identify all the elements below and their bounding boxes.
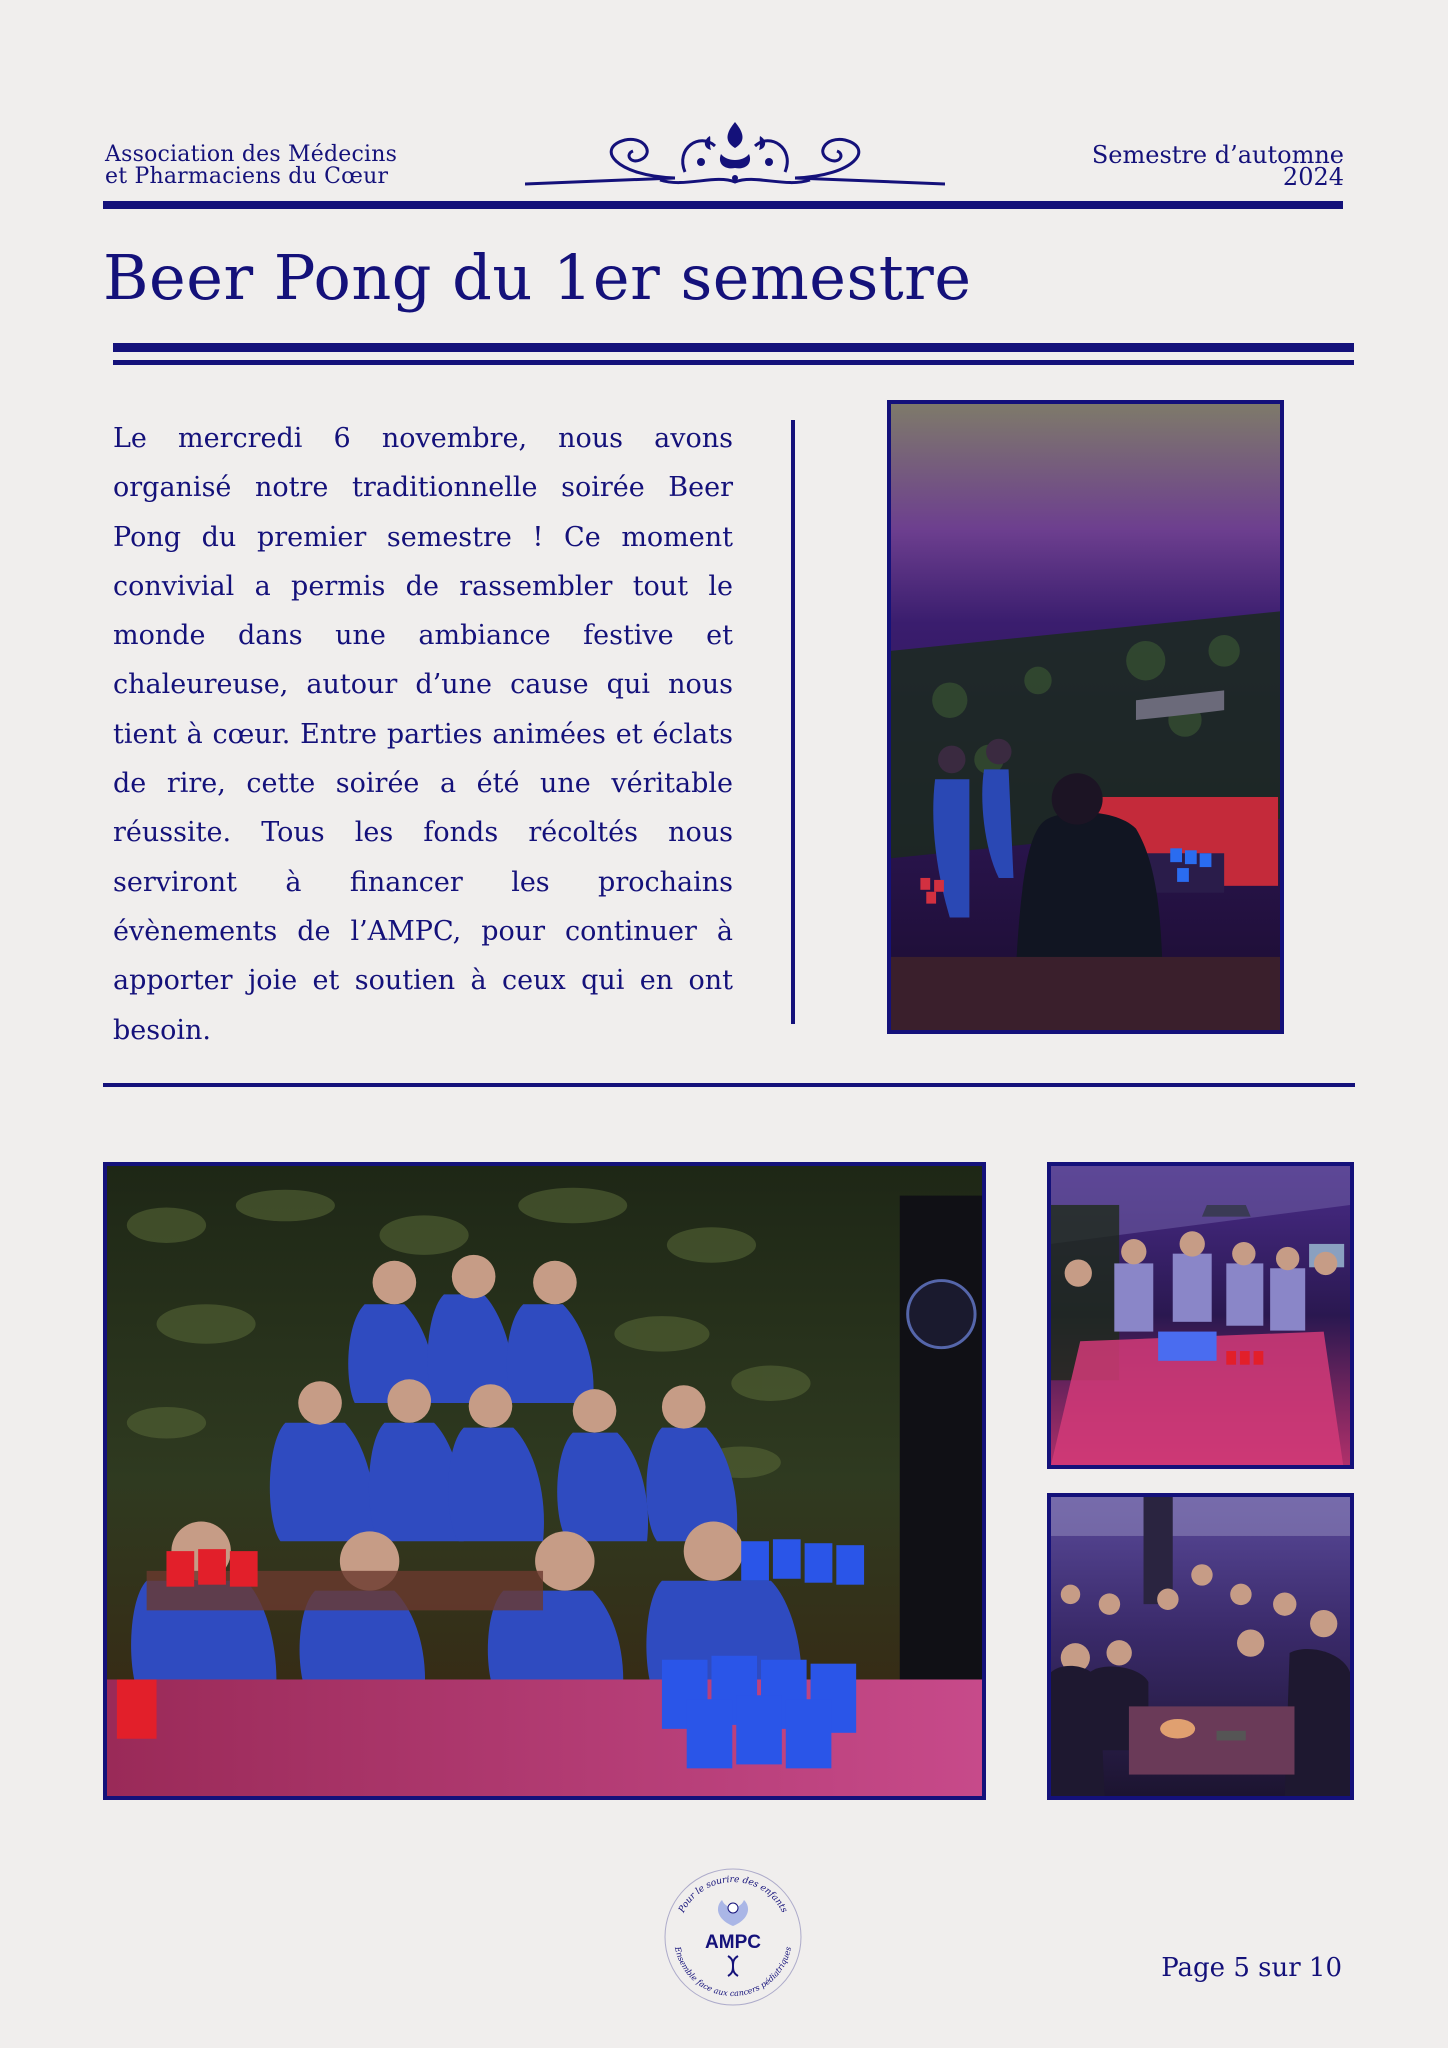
svg-text:Pour le sourire des enfants: Pour le sourire des enfants — [677, 1874, 789, 1915]
column-divider — [791, 420, 795, 1024]
svg-text:Ensemble face aux cancers pédi: Ensemble face aux cancers pédiatriques — [672, 1945, 794, 1999]
page-number: Page 5 sur 10 — [1161, 1953, 1342, 1983]
article-title: Beer Pong du 1er semestre — [103, 241, 972, 314]
article-body: Le mercredi 6 novembre, nous avons organisé notre traditionnelle soirée Beer Pong du premier semestre ! Ce moment convivial a permis de rassembler tout le monde dans une ambiance festive et chaleureuse, autour d’une cause qui nous tient à cœur. Entre parties animées et éclats de rire, cette soirée a été une véritable réussite. Tous les fonds récoltés nous serviront à financer les prochains évènements de l’AMPC, pour continuer à apporter joie et soutien à ceux qui en ont besoin. — [113, 423, 733, 1046]
organization-name — [105, 144, 397, 188]
title-divider-thick — [113, 343, 1354, 352]
semester-label-line1: Semestre d’automne — [1091, 141, 1344, 169]
header-divider — [103, 201, 1343, 209]
section-divider — [103, 1083, 1355, 1087]
ornament-icon — [525, 118, 945, 194]
semester-label-year: 2024 — [1282, 163, 1344, 191]
photo-party-2 — [1047, 1493, 1354, 1800]
photo-party-1 — [1047, 1162, 1354, 1469]
photo-group — [103, 1162, 986, 1800]
semester-label — [1091, 141, 1344, 191]
ampc-logo — [662, 1866, 804, 2008]
title-divider-thin — [113, 360, 1354, 365]
photo-bar-interior — [887, 400, 1284, 1034]
organization-name-line2: et Pharmaciens du Cœur — [105, 164, 389, 189]
organization-name-line1: Association des Médecins — [105, 142, 398, 167]
logo-name: AMPC — [705, 1932, 761, 1953]
